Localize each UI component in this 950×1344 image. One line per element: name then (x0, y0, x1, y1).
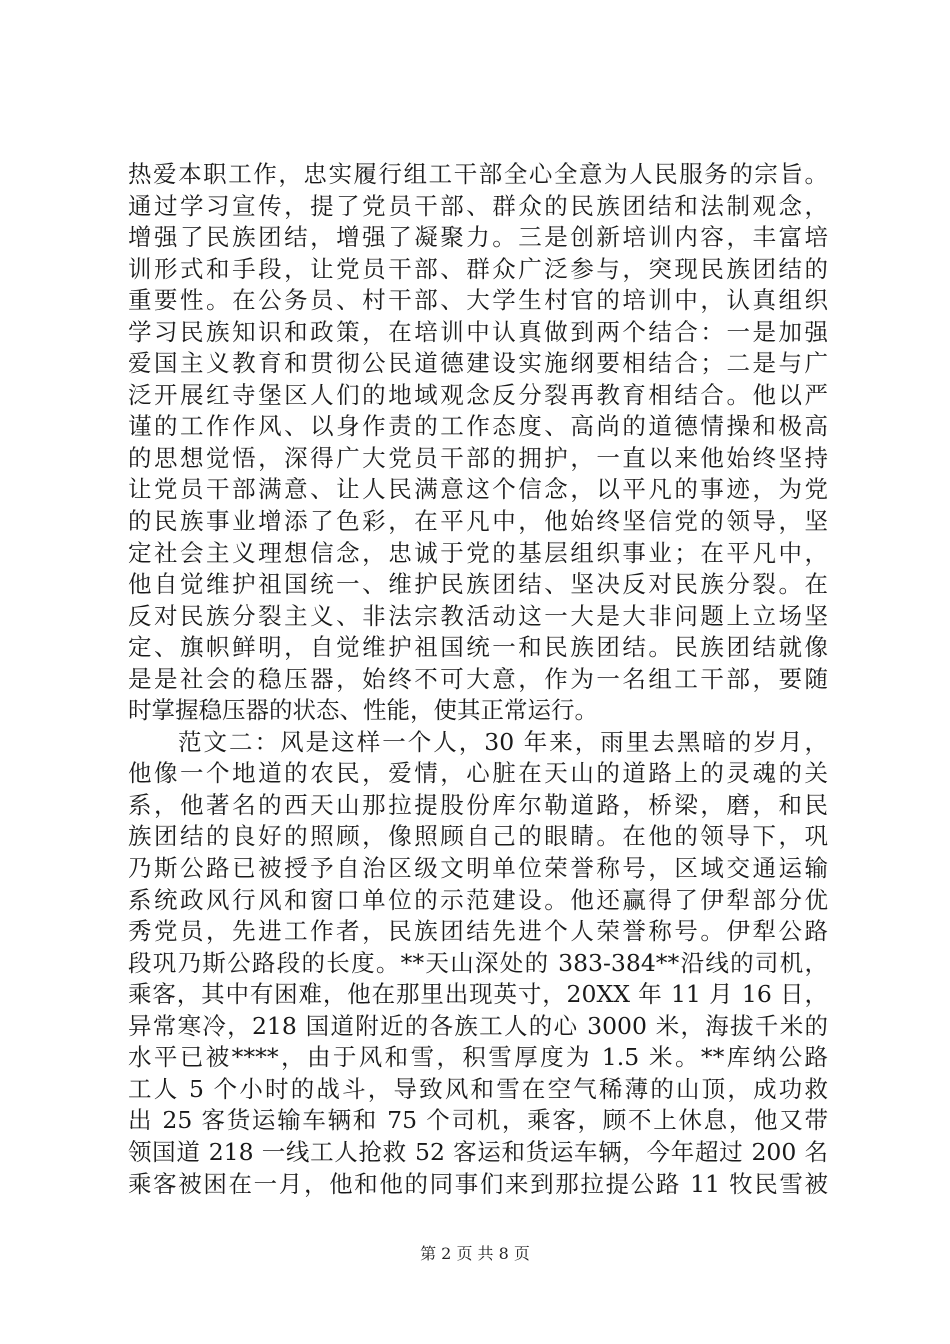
text-line: 段巩乃斯公路段的长度。**天山深处的 383-384**沿线的司机， (128, 948, 828, 977)
paragraph-start-line: 范文二：风是这样一个人，30 年来，雨里去黑暗的岁月， (178, 727, 828, 756)
text-line: 水平已被****，由于风和雪，积雪厚度为 1.5 米。**库纳公路 (128, 1043, 828, 1072)
text-line: 领国道 218 一线工人抢救 52 客运和货运车辆，今年超过 200 名 (128, 1137, 828, 1166)
text-line: 泛开展红寺堡区人们的地域观念反分裂再教育相结合。他以严 (128, 380, 828, 409)
text-line: 乃斯公路已被授予自治区级文明单位荣誉称号，区域交通运输 (128, 854, 828, 883)
text-line: 他自觉维护祖国统一、维护民族团结、坚决反对民族分裂。在 (128, 570, 828, 599)
text-line: 重要性。在公务员、村干部、大学生村官的培训中，认真组织 (128, 286, 828, 315)
text-line: 定、旗帜鲜明，自觉维护祖国统一和民族团结。民族团结就像 (128, 633, 828, 662)
text-line: 热爱本职工作，忠实履行组工干部全心全意为人民服务的宗旨。 (128, 160, 828, 188)
page-footer: 第 2 页 共 8 页 (420, 1244, 530, 1263)
text-line: 异常寒冷，218 国道附近的各族工人的心 3000 米，海拔千米的 (128, 1011, 828, 1040)
text-line: 反对民族分裂主义、非法宗教活动这一大是大非问题上立场坚 (128, 601, 828, 630)
text-line: 通过学习宣传，提了党员干部、群众的民族团结和法制观念， (128, 191, 828, 220)
text-line: 让党员干部满意、让人民满意这个信念，以平凡的事迹，为党 (128, 475, 828, 504)
text-line: 学习民族知识和政策，在培训中认真做到两个结合：一是加强 (128, 317, 828, 346)
text-line: 工人 5 个小时的战斗，导致风和雪在空气稀薄的山顶，成功救 (128, 1074, 828, 1103)
text-line: 的民族事业增添了色彩，在平凡中，他始终坚信党的领导，坚 (128, 507, 828, 536)
text-line: 的思想觉悟，深得广大党员干部的拥护，一直以来他始终坚持 (128, 443, 828, 472)
text-line: 乘客，其中有困难，他在那里出现英寸，20XX 年 11 月 16 日， (128, 980, 828, 1009)
body-text (128, 159, 828, 1200)
text-line: 系统政风行风和窗口单位的示范建设。他还赢得了伊犁部分优 (128, 885, 828, 914)
text-line: 乘客被困在一月，他和他的同事们来到那拉提公路 11 牧民雪被 (128, 1169, 828, 1198)
text-line: 系，他著名的西天山那拉提股份库尔勒道路，桥梁，磨，和民 (128, 790, 828, 819)
text-line: 训形式和手段，让党员干部、群众广泛参与，突现民族团结的 (128, 254, 828, 283)
text-line: 定社会主义理想信念，忠诚于党的基层组织事业；在平凡中， (128, 538, 828, 567)
text-line: 族团结的良好的照顾，像照顾自己的眼睛。在他的领导下，巩 (128, 822, 828, 851)
text-line: 是是社会的稳压器，始终不可大意，作为一名组工干部，要随 (128, 664, 828, 693)
text-line: 增强了民族团结，增强了凝聚力。三是创新培训内容，丰富培 (128, 223, 828, 252)
text-line: 他像一个地道的农民，爱情，心脏在天山的道路上的灵魂的关 (128, 759, 828, 788)
text-line: 秀党员，先进工作者，民族团结先进个人荣誉称号。伊犁公路 (128, 917, 828, 946)
text-line: 出 25 客货运输车辆和 75 个司机，乘客，顾不上休息，他又带 (128, 1106, 828, 1135)
text-line: 谨的工作作风、以身作责的工作态度、高尚的道德情操和极高 (128, 412, 828, 441)
paragraph-end-line: 时掌握稳压器的状态、性能，使其正常运行。 (128, 696, 598, 725)
text-line: 爱国主义教育和贯彻公民道德建设实施纲要相结合；二是与广 (128, 349, 828, 378)
